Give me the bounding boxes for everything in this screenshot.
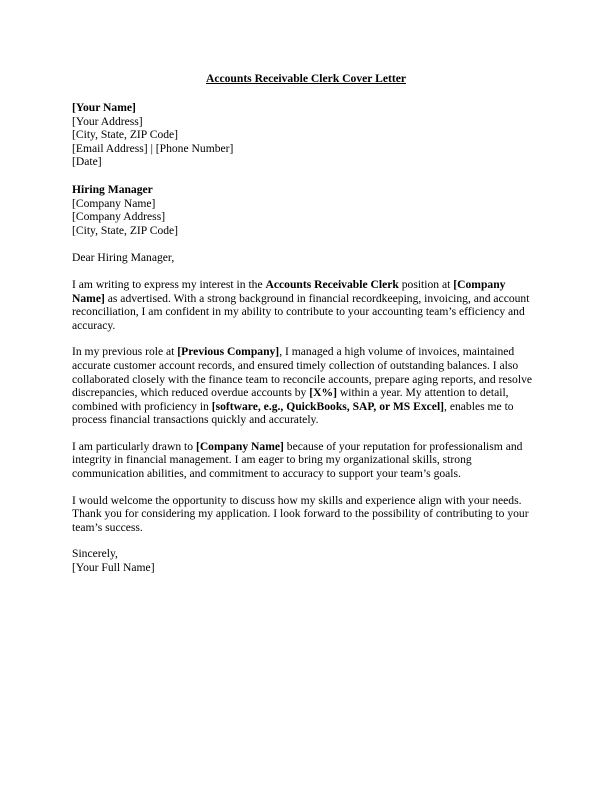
sender-city-state-zip: [City, State, ZIP Code] xyxy=(72,128,179,142)
paragraph-4: I would welcome the opportunity to discuss how my skills and experience align with your needs. Thank you for considering my application. I look forward to the possibility of contributing to your team’s success. xyxy=(72,493,529,534)
sender-name: [Your Name] xyxy=(72,101,136,114)
recipient-title: Hiring Manager xyxy=(72,182,153,196)
signature-name: [Your Full Name] xyxy=(72,561,155,575)
document-title: Accounts Receivable Clerk Cover Letter xyxy=(205,72,407,85)
salutation: Dear Hiring Manager, xyxy=(72,251,175,265)
recipient-address: [Company Address] xyxy=(72,210,166,224)
sender-address: [Your Address] xyxy=(72,114,143,128)
recipient-city-state-zip: [City, State, ZIP Code] xyxy=(72,223,179,237)
recipient-block xyxy=(72,183,540,237)
paragraph-1: I am writing to express my interest in the Accounts Receivable Clerk position at [Company Name] as advertised. With a strong background in financial recordkeeping, invoicing, and account reconciliation, I am confident in my ability to contribute to your accounting team’s efficiency and accuracy. xyxy=(72,277,530,332)
paragraph-2: In my previous role at [Previous Company], I managed a high volume of invoices, maintained accurate customer account records, and ensured timely collection of outstanding balances. I also collaborated closely with the finance team to reconcile accounts, prepare aging reports, and resolve discrepancies, which reduced overdue accounts by [X%] within a year. My attention to detail, combined with proficiency in [software, e.g., QuickBooks, SAP, or MS Excel], enables me to process financial transactions quickly and accurately. xyxy=(72,345,533,427)
signoff: Sincerely, xyxy=(72,547,118,561)
letter-body xyxy=(72,101,540,575)
recipient-company: [Company Name] xyxy=(72,196,156,210)
sender-block xyxy=(72,101,540,169)
paragraph-3: I am particularly drawn to [Company Name] because of your reputation for professionalism and integrity in financial management. I am eager to bring my organizational skills, strong communication abilities, and commitment to accuracy to support your team’s goals. xyxy=(72,439,523,481)
letter-date: [Date] xyxy=(72,155,102,169)
sender-contact: [Email Address] | [Phone Number] xyxy=(72,141,234,155)
closing-block xyxy=(72,547,540,574)
